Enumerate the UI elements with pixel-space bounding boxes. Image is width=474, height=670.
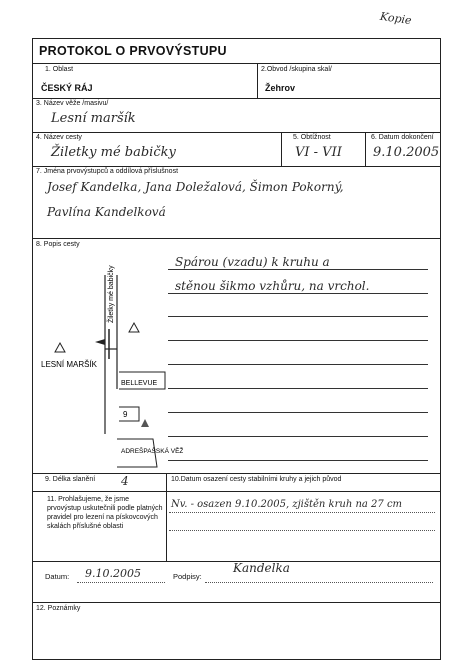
ruled-line [168, 316, 428, 317]
popis-line-1: Spárou (vzadu) k kruhu a [175, 255, 330, 269]
ruled-line [168, 460, 428, 461]
ruled-line [168, 293, 428, 294]
jmena-value-2: Pavlína Kandelková [47, 205, 166, 219]
popis-line-2: stěnou šikmo vzhůru, na vrchol. [175, 279, 370, 293]
obtiznost-label: 5. Obtížnost [293, 134, 331, 141]
dotted-line [169, 512, 435, 513]
veze-value: Lesní maršík [51, 111, 136, 126]
ruled-line [168, 436, 428, 437]
delka-label: 9. Délka slanění [45, 476, 96, 483]
popis-label: 8. Popis cesty [36, 241, 80, 248]
route-sketch [33, 239, 183, 473]
divider [33, 602, 440, 603]
ruled-line [168, 269, 428, 270]
tower-marker-icon [129, 323, 139, 332]
form-title: PROTOKOL O PRVOVÝSTUPU [39, 44, 227, 58]
block-outline [119, 407, 139, 421]
protocol-form [32, 38, 441, 660]
tower-marker-icon [55, 343, 65, 352]
ruled-line [168, 340, 428, 341]
jmena-label: 7. Jména prvovýstupců a oddílová příslušnost [36, 168, 179, 175]
ruled-line [168, 412, 428, 413]
corner-note: Kopie [379, 9, 413, 28]
ruled-line [168, 388, 428, 389]
datum-dokonceni-label: 6. Datum dokončení [371, 134, 434, 141]
signature: Kandelka [233, 561, 290, 575]
tower-marker-icon [141, 419, 149, 427]
osazeni-label: 10.Datum osazení cesty stabilními kruhy a jejich původ [171, 476, 342, 483]
podpisy-label: Podpisy: [173, 572, 202, 581]
delka-value: 4 [121, 474, 129, 488]
dotted-line [205, 582, 433, 583]
route-arrow-head [95, 339, 105, 345]
veze-label: 3. Název věže /masivu/ [36, 100, 109, 107]
datum-value: 9.10.2005 [85, 567, 141, 580]
obvod-label: 2.Obvod /skupina skal/ [261, 66, 332, 73]
oblast-value: ČESKÝ RÁJ [41, 83, 93, 93]
datum-label: Datum: [45, 572, 70, 581]
sketch-marker-label: 9 [123, 410, 128, 419]
tower-label-lesni-marsik: LESNÍ MARŠÍK [41, 360, 98, 369]
divider [33, 132, 440, 133]
obtiznost-value: VI - VII [295, 145, 342, 160]
divider [257, 63, 258, 98]
oblast-label: 1. Oblast [45, 66, 74, 73]
route-label: Žiletky mé babičky [108, 265, 115, 323]
divider [166, 473, 167, 561]
divider [33, 63, 440, 64]
ruled-line [168, 364, 428, 365]
datum-dokonceni-value: 9.10.2005 [373, 145, 440, 160]
dotted-line [77, 582, 165, 583]
jmena-value-1: Josef Kandelka, Jana Doležalová, Šimon Pokorný, [47, 180, 344, 194]
divider [33, 166, 440, 167]
prohlaseni-label: 11. Prohlašujeme, že jsme prvovýstup uskutečnili podle platných pravidel pro lezení na pískovcových skalách příslušné oblasti [47, 496, 163, 530]
divider [33, 491, 440, 492]
dotted-line [169, 530, 435, 531]
poznamky-label: 12. Poznámky [36, 605, 81, 612]
prohlaseni-value: Nv. - osazen 9.10.2005, zjištěn kruh na 27 cm [171, 499, 403, 510]
obvod-value: Žehrov [265, 83, 296, 93]
tower-label-adrspach: ADREŠPAŠSKÁ VĚŽ [121, 448, 183, 455]
divider [33, 98, 440, 99]
divider [33, 473, 440, 474]
cesta-value: Žiletky mé babičky [51, 145, 176, 160]
cesta-label: 4. Název cesty [36, 134, 82, 141]
divider [365, 132, 366, 166]
divider [281, 132, 282, 166]
tower-label-bellevue: BELLEVUE [121, 380, 158, 387]
